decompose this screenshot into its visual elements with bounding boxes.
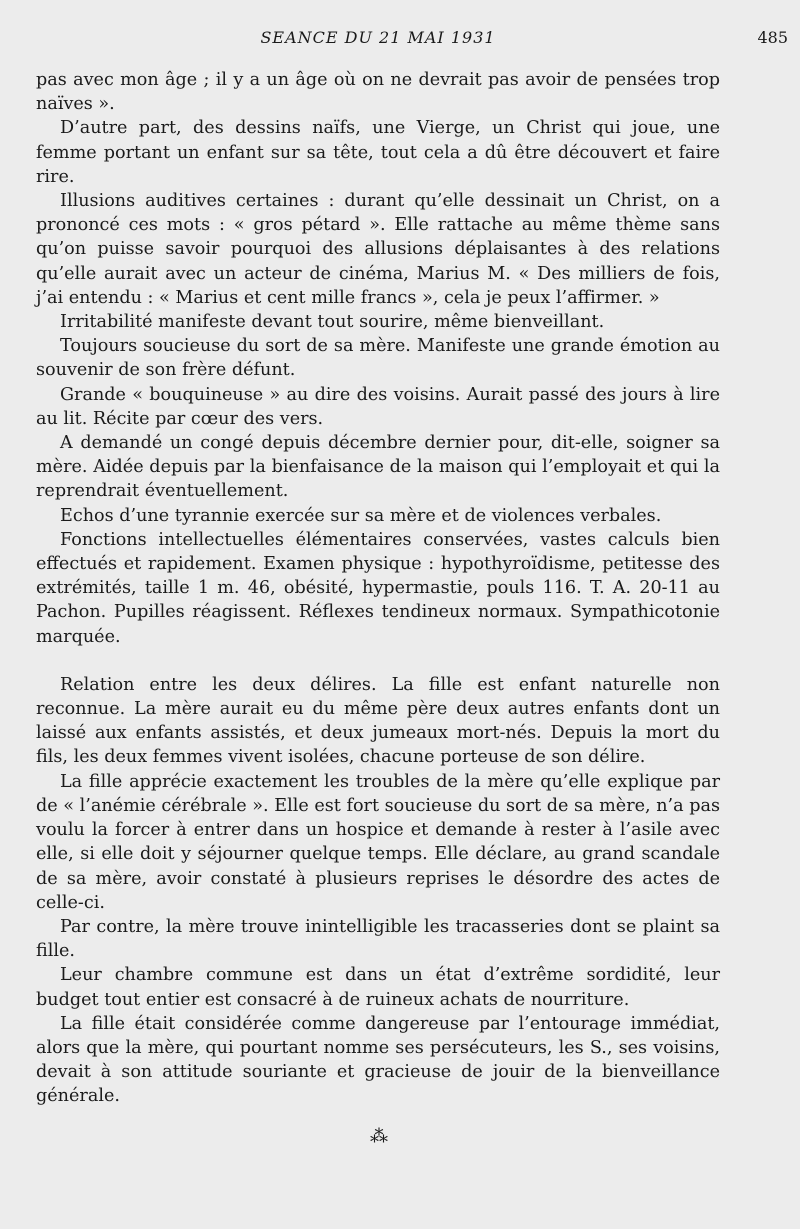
asterism-ornament: ⁂ bbox=[370, 1125, 386, 1147]
paragraph: La fille apprécie exactement les troubles de la mère qu’elle explique par de « l’anémie cérébrale ». Elle est fort soucieuse du sort de sa mère, n’a pas voulu la forcer à entrer dans un hospice et demande à rester à l’asile avec elle, si elle doit y séjourner quelque temps. Elle déclare, au grand scandale de sa mère, avoir constaté à plusieurs reprises le désordre des actes de celle-ci. bbox=[36, 771, 720, 913]
paragraph: Grande « bouquineuse » au dire des voisins. Aurait passé des jours à lire au lit. Récite par cœur des vers. bbox=[36, 384, 720, 429]
paragraph: Par contre, la mère trouve inintelligible les tracasseries dont se plaint sa fille. bbox=[36, 916, 720, 962]
paragraph: D’autre part, des dessins naïfs, une Vierge, un Christ qui joue, une femme portant un enfant sur sa tête, tout cela a dû être découvert et faire rire. bbox=[36, 118, 720, 187]
header-title: SEANCE DU 21 MAI 1931 bbox=[260, 28, 496, 47]
paragraph: La fille était considérée comme dangereuse par l’entourage immédiat, alors que la mère, qui pourtant nomme ses persécuteurs, les S., ses voisins, devait à son attitude souriante et gracieuse de jouir de la bienveillance générale. bbox=[36, 1013, 720, 1107]
body-text bbox=[36, 68, 720, 1149]
section-gap bbox=[36, 649, 720, 673]
paragraph: Irritabilité manifeste devant tout sourire, même bienveillant. bbox=[60, 312, 605, 333]
paragraph: A demandé un congé depuis décembre dernier pour, dit-elle, soigner sa mère. Aidée depuis par la bienfaisance de la maison qui l’employait et qui la reprendrait éventuellement. bbox=[36, 433, 720, 502]
paragraph: Illusions auditives certaines : durant qu’elle dessinait un Christ, on a prononcé ces mots : « gros pétard ». Elle rattache au même thème sans qu’on puisse savoir pourquoi des allusions déplaisantes à des relations qu’elle aurait avec un acteur de cinéma, Marius M. « Des milliers de fois, j’ai entendu : « Marius et cent mille francs », cela je peux l’affirmer. » bbox=[36, 191, 720, 308]
paragraph: Toujours soucieuse du sort de sa mère. Manifeste une grande émotion au souvenir de son frère défunt. bbox=[36, 336, 720, 381]
page-number: 485 bbox=[757, 28, 788, 47]
running-header bbox=[36, 24, 788, 54]
paragraph: Leur chambre commune est dans un état d’extrême sordidité, leur budget tout entier est consacré à de ruineux achats de nourriture. bbox=[36, 965, 720, 1010]
paragraph: Fonctions intellectuelles élémentaires conservées, vastes calculs bien effectués et rapidement. Examen physique : hypothyroïdisme, petitesse des extrémités, taille 1 m. 46, obésité, hypermastie, pouls 116. T. A. 20-11 au Pachon. Pupilles réagissent. Réflexes tendineux normaux. Sympathicotonie marquée. bbox=[36, 529, 720, 647]
paragraph: pas avec mon âge ; il y a un âge où on ne devrait pas avoir de pensées trop naïves ». bbox=[36, 70, 720, 115]
paragraph: Echos d’une tyrannie exercée sur sa mère et de violences verbales. bbox=[60, 505, 662, 526]
paragraph: Relation entre les deux délires. La fille est enfant naturelle non reconnue. La mère aurait eu du même père deux autres enfants dont un laissé aux enfants assistés, et deux jumeaux mort-nés. Depuis la mort du fils, les deux femmes vivent isolées, chacune porteuse de son délire. bbox=[36, 674, 720, 768]
